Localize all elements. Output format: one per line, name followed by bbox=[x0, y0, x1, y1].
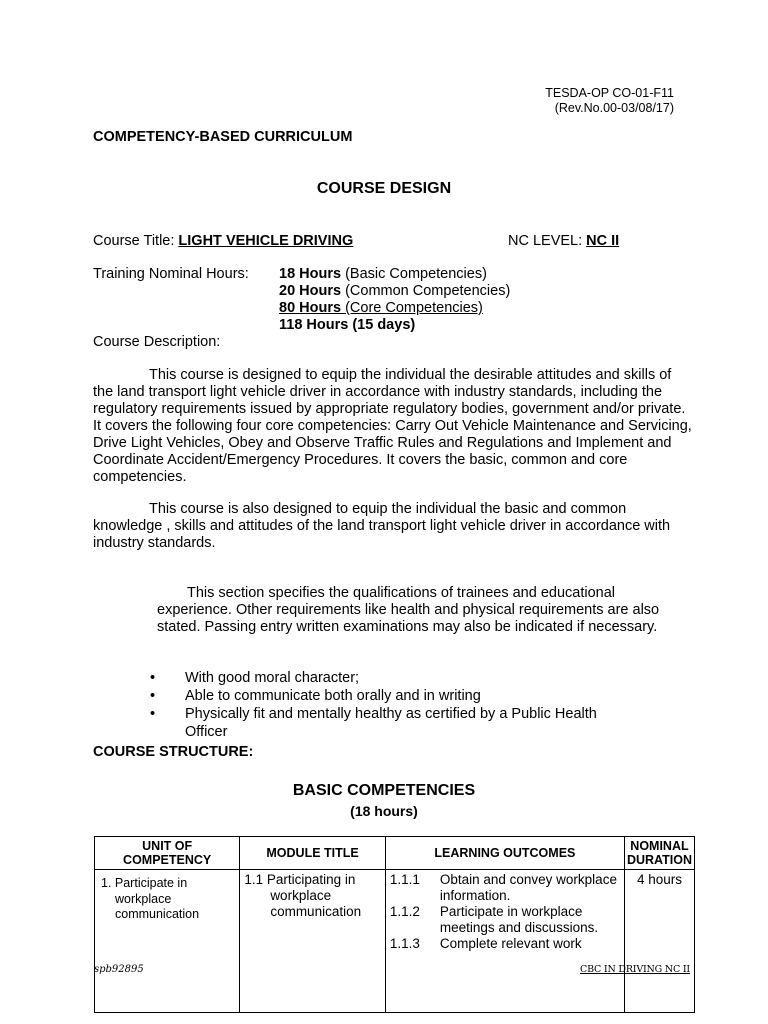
list-item: • With good moral character; bbox=[150, 670, 630, 688]
nc-level-row bbox=[508, 233, 619, 249]
column-header: MODULE TITLE bbox=[240, 837, 386, 870]
nc-level-value: NC II bbox=[586, 233, 620, 249]
basic-competencies-heading: BASIC COMPETENCIES bbox=[292, 782, 476, 799]
description-paragraph-1: This course is designed to equip the individual the desirable attitudes and skills of the land transport light vehicle driver in accordance with industry standards, including the regulatory requirements issued by appropriate regulatory bodies, government and/or private. It covers the following four core competencies: Carry Out Vehicle Maintenance and Servicing, Drive Light Vehicles, Obey and Observe Traffic Rules and Regulations and Implement and Coordinate Accident/Emergency Procedures. It covers the basic, common and core competencies. bbox=[93, 367, 692, 485]
description-paragraph-2: This course is also designed to equip the individual the basic and common knowledge , skills and attitudes of the land transport light vehicle driver in accordance with industry standards. bbox=[93, 501, 671, 551]
course-title-label: Course Title: bbox=[93, 233, 179, 249]
table-header-row bbox=[95, 837, 695, 870]
nc-level-label: NC LEVEL: bbox=[508, 233, 587, 249]
course-design-heading: COURSE DESIGN bbox=[316, 180, 452, 197]
column-header: LEARNING OUTCOMES bbox=[385, 837, 624, 870]
nominal-hours-label: Training Nominal Hours: bbox=[93, 266, 249, 282]
footer-title: CBC IN DRIVING NC II bbox=[580, 964, 690, 975]
learning-outcomes-cell bbox=[385, 870, 624, 1013]
basic-competencies-table bbox=[94, 836, 695, 1013]
learning-outcome: 1.1.2 Participate in workplace meetings and discussions. bbox=[389, 904, 599, 935]
trainee-requirements-list bbox=[150, 670, 630, 742]
column-header: NOMINAL DURATION bbox=[624, 837, 694, 870]
doc-revision: (Rev.No.00-03/08/17) bbox=[554, 101, 674, 115]
nominal-hours-list bbox=[279, 266, 510, 334]
list-item: • Able to communicate both orally and in writing bbox=[150, 688, 630, 706]
footer-document-id: spb92895 bbox=[94, 964, 144, 975]
hours-line-basic: 18 Hours (Basic Competencies) bbox=[279, 266, 487, 282]
list-item: • Physically fit and mentally healthy as certified by a Public Health Officer bbox=[150, 706, 630, 741]
column-header: UNIT OF COMPETENCY bbox=[95, 837, 240, 870]
course-structure-heading: COURSE STRUCTURE: bbox=[93, 744, 254, 760]
document-code bbox=[545, 86, 674, 116]
hours-total: 118 Hours (15 days) bbox=[279, 317, 416, 333]
course-description-label: Course Description: bbox=[93, 334, 221, 350]
nominal-duration-cell: 4 hours bbox=[624, 870, 694, 1013]
table-row bbox=[95, 870, 695, 1013]
learning-outcome: 1.1.1 Obtain and convey workplace information. bbox=[389, 872, 617, 903]
learning-outcome: 1.1.3 Complete relevant work bbox=[389, 936, 582, 951]
hours-line-core: 80 Hours (Core Competencies) bbox=[279, 300, 483, 316]
doc-code-number: TESDA-OP CO-01-F11 bbox=[545, 86, 674, 100]
course-title-value: LIGHT VEHICLE DRIVING bbox=[178, 233, 354, 249]
basic-competencies-hours: (18 hours) bbox=[350, 803, 418, 819]
module-title-cell: 1.1 Participating in workplace communication bbox=[240, 870, 386, 1013]
course-title-row bbox=[93, 233, 353, 249]
unit-of-competency-cell: 1. Participate in workplace communication bbox=[95, 870, 240, 1013]
trainee-qualifications-paragraph: This section specifies the qualifications of trainees and educational experience. Other requirements like health and physical requirements are also stated. Passing entry written examinations may also be indicated if necessary. bbox=[157, 585, 660, 635]
curriculum-heading: COMPETENCY-BASED CURRICULUM bbox=[93, 129, 353, 145]
hours-line-common: 20 Hours (Common Competencies) bbox=[279, 283, 511, 299]
